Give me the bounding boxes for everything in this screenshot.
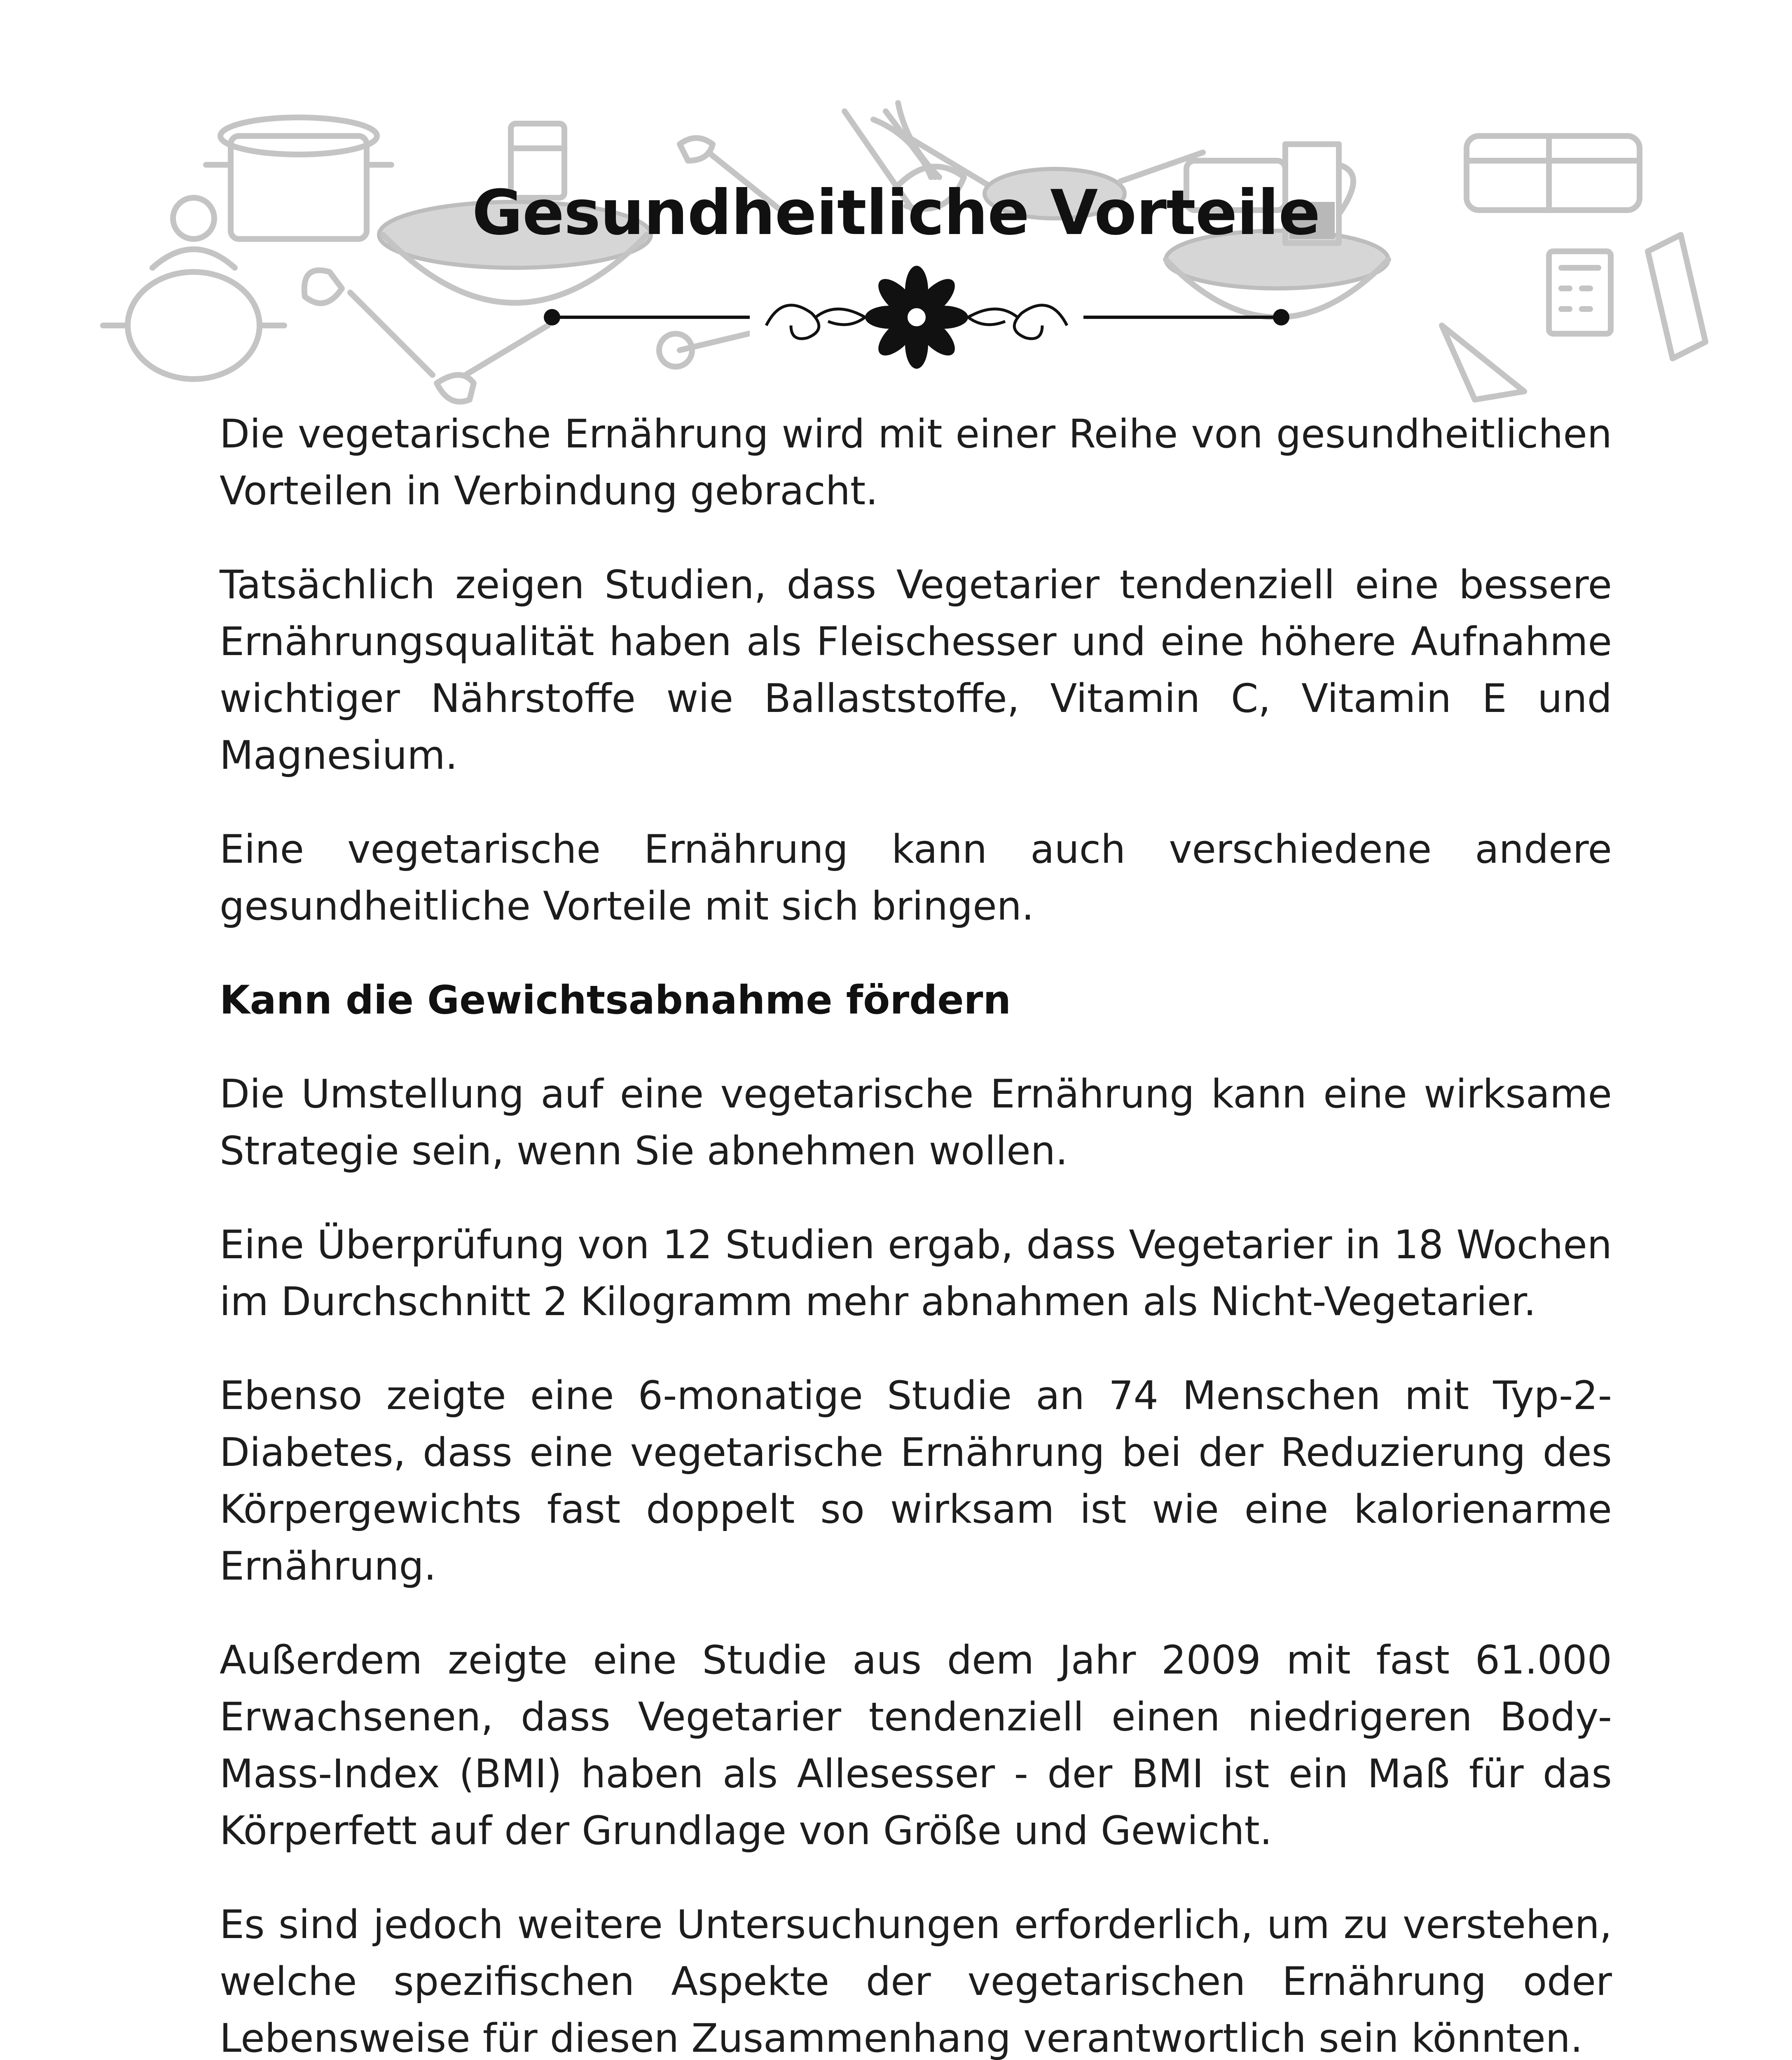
flourish-divider-icon	[536, 264, 1298, 371]
paragraph: Die Umstellung auf eine vegetarische Ernährung kann eine wirksame Strategie sein, wenn Sie abnehmen wollen.	[220, 1072, 1612, 1174]
header-kitchen-illustration	[0, 95, 1792, 424]
paragraph: Die vegetarische Ernährung wird mit einer Reihe von gesundheitlichen Vorteilen in Verbindung gebracht.	[220, 412, 1612, 514]
article-body	[220, 406, 1612, 2060]
paragraph: Außerdem zeigte eine Studie aus dem Jahr 2009 mit fast 61.000 Erwachsenen, dass Vegetarier tendenziell einen niedrigeren Body-Mass-Index (BMI) haben als Allesesser - der BMI ist ein Maß für das Körperfett auf der Grundlage von Größe und Gewicht.	[220, 1638, 1612, 1854]
paragraph: Ebenso zeigte eine 6-monatige Studie an 74 Menschen mit Typ-2-Diabetes, dass eine vegetarische Ernährung bei der Reduzierung des Körpergewichts fast doppelt so wirksam ist wie eine kalorienarme Ernährung.	[220, 1373, 1612, 1589]
paragraph: Es sind jedoch weitere Untersuchungen erforderlich, um zu verstehen, welche spezifischen Aspekte der vegetarischen Ernährung oder Lebensweise für diesen Zusammenhang verantwortlich sein könnten.	[220, 1902, 1612, 2060]
paragraph: Tatsächlich zeigen Studien, dass Vegetarier tendenziell eine bessere Ernährungsqualität haben als Fleischesser und eine höhere Aufnahme wichtiger Nährstoffe wie Ballaststoffe, Vitamin C, Vitamin E und Magnesium.	[220, 562, 1612, 778]
page-title: Gesundheitliche Vorteile	[472, 177, 1320, 249]
section-heading: Kann die Gewichtsabnahme fördern	[220, 978, 1011, 1023]
paragraph: Eine vegetarische Ernährung kann auch verschiedene andere gesundheitliche Vorteile mit sich bringen.	[220, 827, 1612, 929]
paragraph: Eine Überprüfung von 12 Studien ergab, dass Vegetarier in 18 Wochen im Durchschnitt 2 Kilogramm mehr abnahmen als Nicht-Vegetarier.	[220, 1222, 1612, 1325]
